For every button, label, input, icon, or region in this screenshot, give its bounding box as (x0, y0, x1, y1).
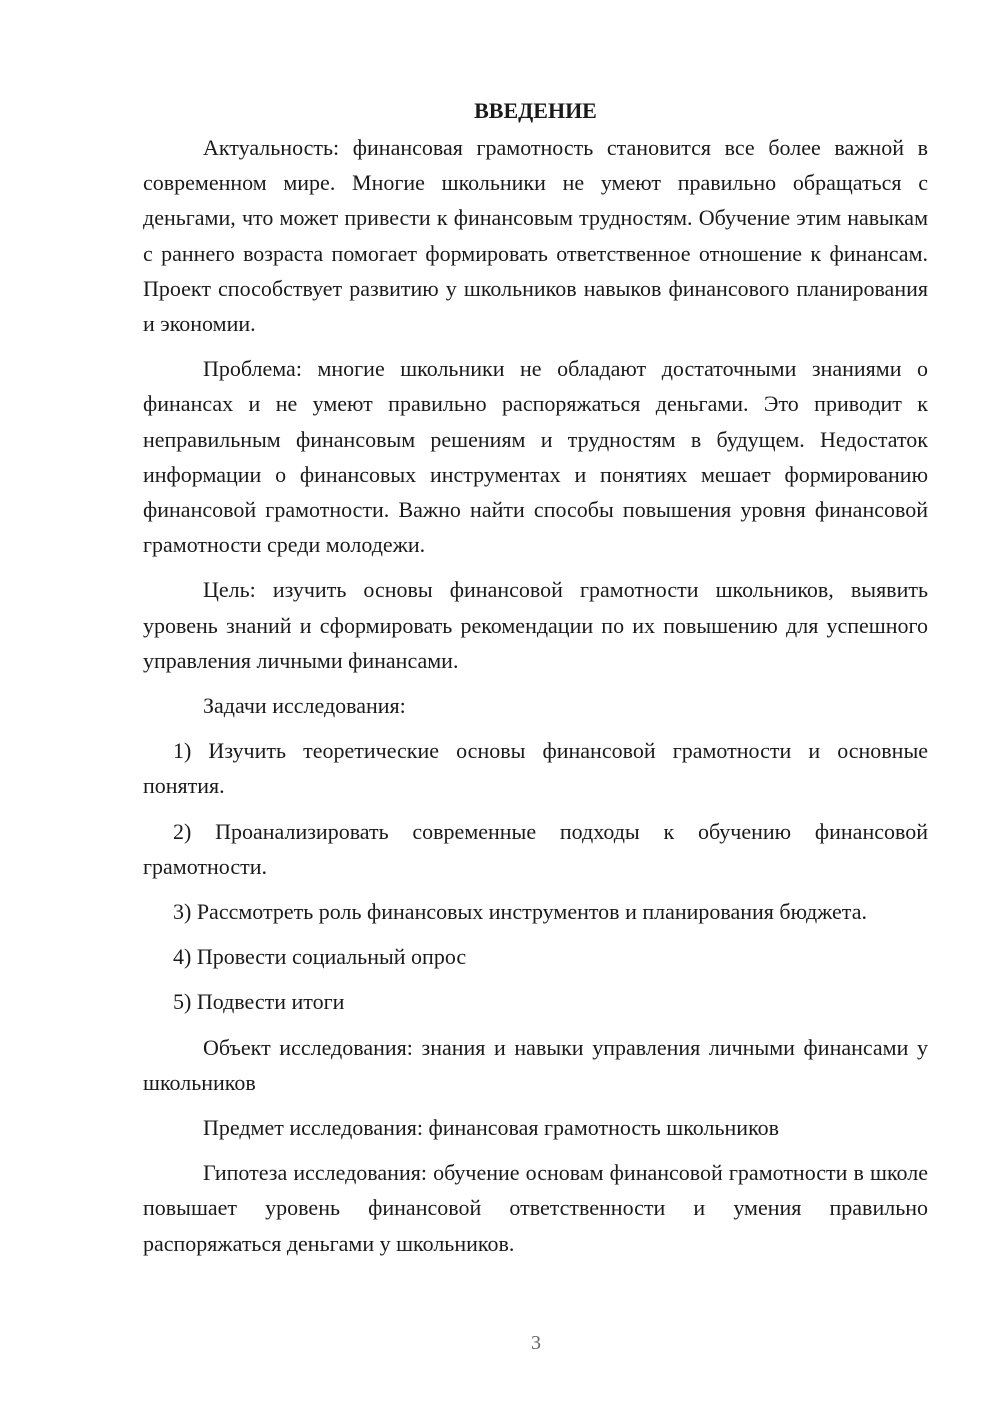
tasks-heading: Задачи исследования: (203, 693, 406, 719)
object-paragraph: Объект исследования: знания и навыки управления личными финансами у школьников (143, 1034, 928, 1095)
problem-paragraph: Проблема: многие школьники не обладают достаточными знаниями о финансах и не умеют правильно распоряжаться деньгами. Это приводит к неправильным финансовым решениям и трудностям в будущем. Недостаток информации о финансовых инструментах и понятиях мешает формированию финансовой грамотности. Важно найти способы повышения уровня финансовой грамотности среди молодежи. (143, 356, 928, 558)
hypothesis-paragraph: Гипотеза исследования: обучение основам финансовой грамотности в школе повышает уровень финансовой ответственности и умения правильно распоряжаться деньгами у школьников. (143, 1160, 928, 1256)
task-item: 2) Проанализировать современные подходы к обучению финансовой грамотности. (143, 818, 928, 879)
goal-paragraph: Цель: изучить основы финансовой грамотности школьников, выявить уровень знаний и сформировать рекомендации по их повышению для успешного управления личными финансами. (143, 577, 928, 673)
relevance-paragraph: Актуальность: финансовая грамотность становится все более важной в современном мире. Многие школьники не умеют правильно обращаться с деньгами, что может привести к финансовым трудностям. Обучение этим навыкам с раннего возраста помогает формировать ответственное отношение к финансам. Проект способствует развитию у школьников навыков финансового планирования и экономии. (143, 135, 928, 337)
task-item: 5) Подвести итоги (173, 989, 345, 1015)
task-item: 4) Провести социальный опрос (173, 944, 467, 970)
task-item: 3) Рассмотреть роль финансовых инструментов и планирования бюджета. (173, 899, 867, 925)
subject-paragraph: Предмет исследования: финансовая грамотность школьников (203, 1115, 780, 1141)
page-number: 3 (531, 1332, 541, 1354)
page-content (143, 93, 928, 1271)
task-item: 1) Изучить теоретические основы финансовой грамотности и основные понятия. (143, 738, 928, 799)
page-title: ВВЕДЕНИЕ (474, 98, 597, 123)
